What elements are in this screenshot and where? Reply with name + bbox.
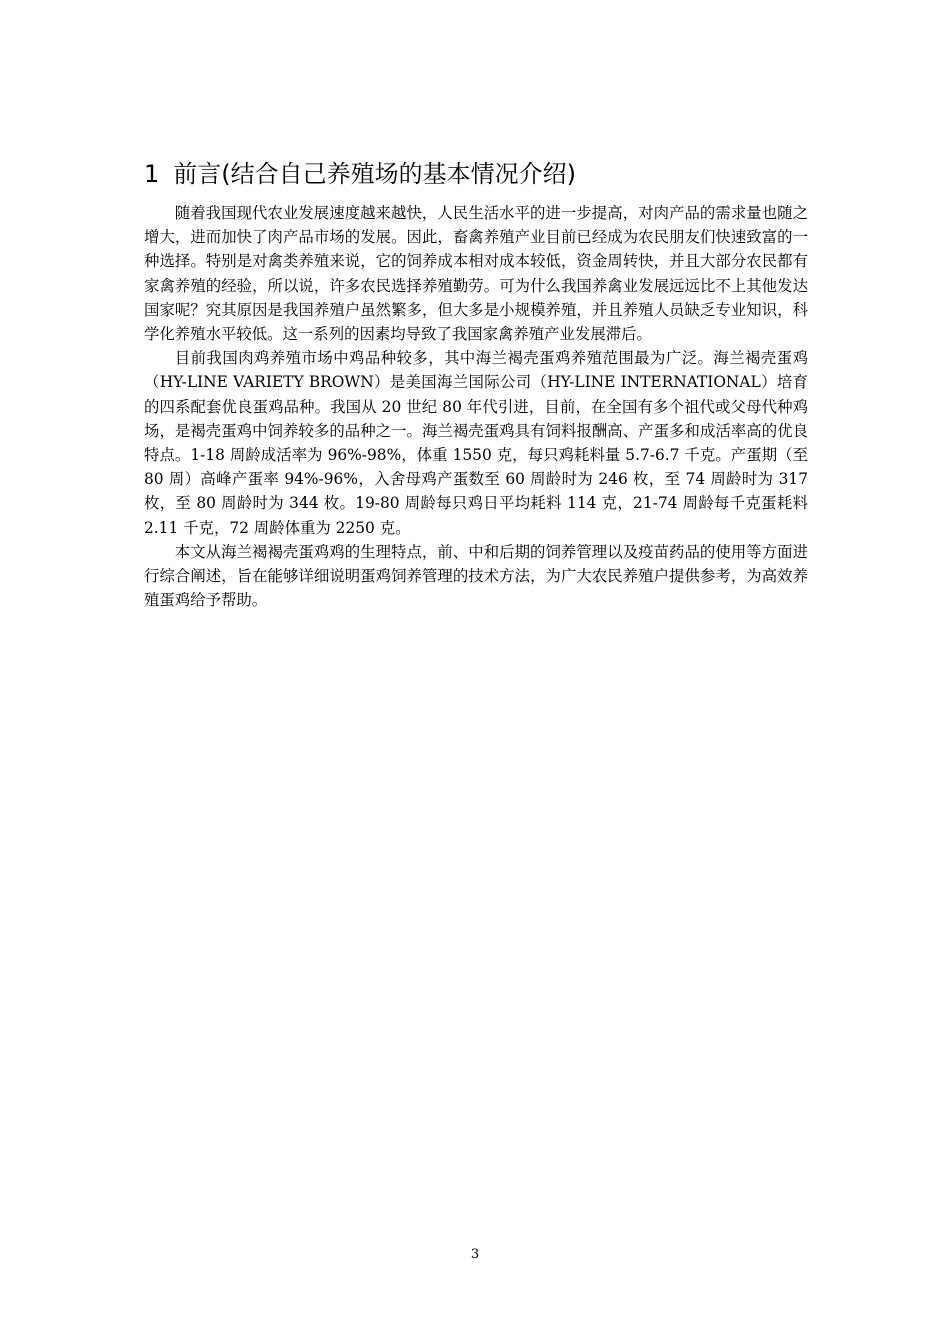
body-text [144, 201, 808, 612]
paragraph: 本文从海兰褐褐壳蛋鸡鸡的生理特点，前、中和后期的饲养管理以及疫苗药品的使用等方面进行综合阐述，旨在能够详细说明蛋鸡饲养管理的技术方法，为广大农民养殖户提供参考，为高效养殖蛋鸡给予帮助。 [144, 542, 808, 610]
page-number: 3 [470, 1247, 480, 1262]
section-title: 前言(结合自己养殖场的基本情况介绍) [173, 160, 577, 188]
paragraph: 随着我国现代农业发展速度越来越快，人民生活水平的进一步提高，对肉产品的需求量也随之增大，进而加快了肉产品市场的发展。因此，畜禽养殖产业目前已经成为农民朋友们快速致富的一种选择。特别是对禽类养殖来说，它的饲养成本相对成本较低，资金周转快，并且大部分农民都有家禽养殖的经验，所以说，许多农民选择养殖勤劳。可为什么我国养禽业发展远远比不上其他发达国家呢？究其原因是我国养殖户虽然繁多，但大多是小规模养殖，并且养殖人员缺乏专业知识，科学化养殖水平较低。这一系列的因素均导致了我国家禽养殖产业发展滞后。 [144, 204, 808, 344]
section-heading [144, 156, 824, 192]
paragraph: 目前我国肉鸡养殖市场中鸡品种较多，其中海兰褐壳蛋鸡养殖范围最为广泛。海兰褐壳蛋鸡（HY-LINE VARIETY BROWN）是美国海兰国际公司（HY-LINE INTERNATIONAL）培育的四系配套优良蛋鸡品种。我国从 20 世纪 80 年代引进，目前，在全国有多个祖代或父母代种鸡场，是褐壳蛋鸡中饲养较多的品种之一。海兰褐壳蛋鸡具有饲料报酬高、产蛋多和成活率高的优良特点。1-18 周龄成活率为 96%-98%，体重 1550 克，每只鸡耗料量 5.7-6.7 千克。产蛋期（至 80 周）高峰产蛋率 94%-96%，入舍母鸡产蛋数至 60 周龄时为 246 枚，至 74 周龄时为 317 枚，至 80 周龄时为 344 枚。19-80 周龄每只鸡日平均耗料 114 克，21-74 周龄每千克蛋耗料 2.11 千克，72 周龄体重为 2250 克。 [144, 349, 808, 537]
section-number: 1 [144, 160, 160, 188]
